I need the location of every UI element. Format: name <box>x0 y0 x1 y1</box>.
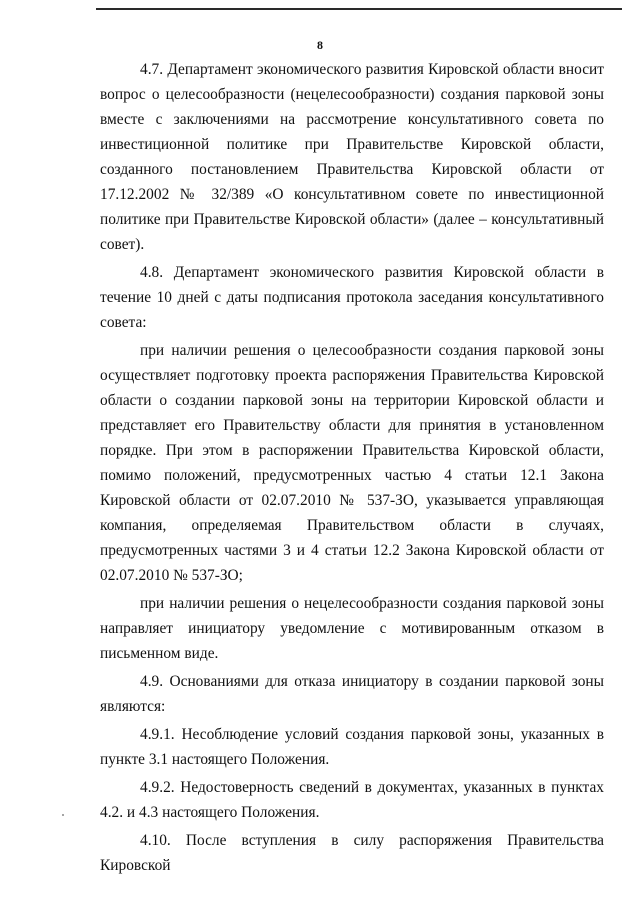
paragraph-4-9: 4.9. Основаниями для отказа инициатору в создании парковой зоны являются: <box>100 673 604 715</box>
page-number: 8 <box>317 38 323 52</box>
paragraph-4-9-1: 4.9.1. Несоблюдение условий создания парковой зоны, указанных в пункте 3.1 настоящего Положения. <box>100 726 604 768</box>
paragraph-4-10: 4.10. После вступления в силу распоряжения Правительства Кировской <box>100 832 604 874</box>
paragraph-4-7: 4.7. Департамент экономического развития Кировской области вносит вопрос о целесообразности (нецелесообразности) создания парковой зоны вместе с заключениями на рассмотрение консультативного совета по инвестиционной политике при Правительстве Кировской области, созданного постановлением Правительства Кировской области от 17.12.2002 № 32/389 «О консультативном совете по инвестиционной политике при Правительстве Кировской области» (далее – консультативный совет). <box>100 61 604 253</box>
scan-speck <box>62 814 64 816</box>
paragraph-4-8-positive-decision: при наличии решения о целесообразности создания парковой зоны осуществляет подготовку проекта распоряжения Правительства Кировской области о создании парковой зоны на территории Кировской области и представляет его Правительству области для принятия в установленном порядке. При этом в распоряжении Правительства Кировской области, помимо положений, предусмотренных частью 4 статьи 12.1 Закона Кировской области от 02.07.2010 № 537-ЗО, указывается управляющая компания, определяемая Правительством области в случаях, предусмотренных частями 3 и 4 статьи 12.2 Закона Кировской области от 02.07.2010 № 537-ЗО; <box>100 342 604 584</box>
document-body <box>100 57 604 878</box>
paragraph-4-9-2: 4.9.2. Недостоверность сведений в документах, указанных в пунктах 4.2. и 4.3 настоящего Положения. <box>100 779 604 821</box>
paragraph-4-8: 4.8. Департамент экономического развития Кировской области в течение 10 дней с даты подписания протокола заседания консультативного совета: <box>100 264 604 331</box>
paragraph-4-8-negative-decision: при наличии решения о нецелесообразности создания парковой зоны направляет инициатору уведомление с мотивированным отказом в письменном виде. <box>100 595 604 662</box>
top-border-line <box>96 8 622 10</box>
